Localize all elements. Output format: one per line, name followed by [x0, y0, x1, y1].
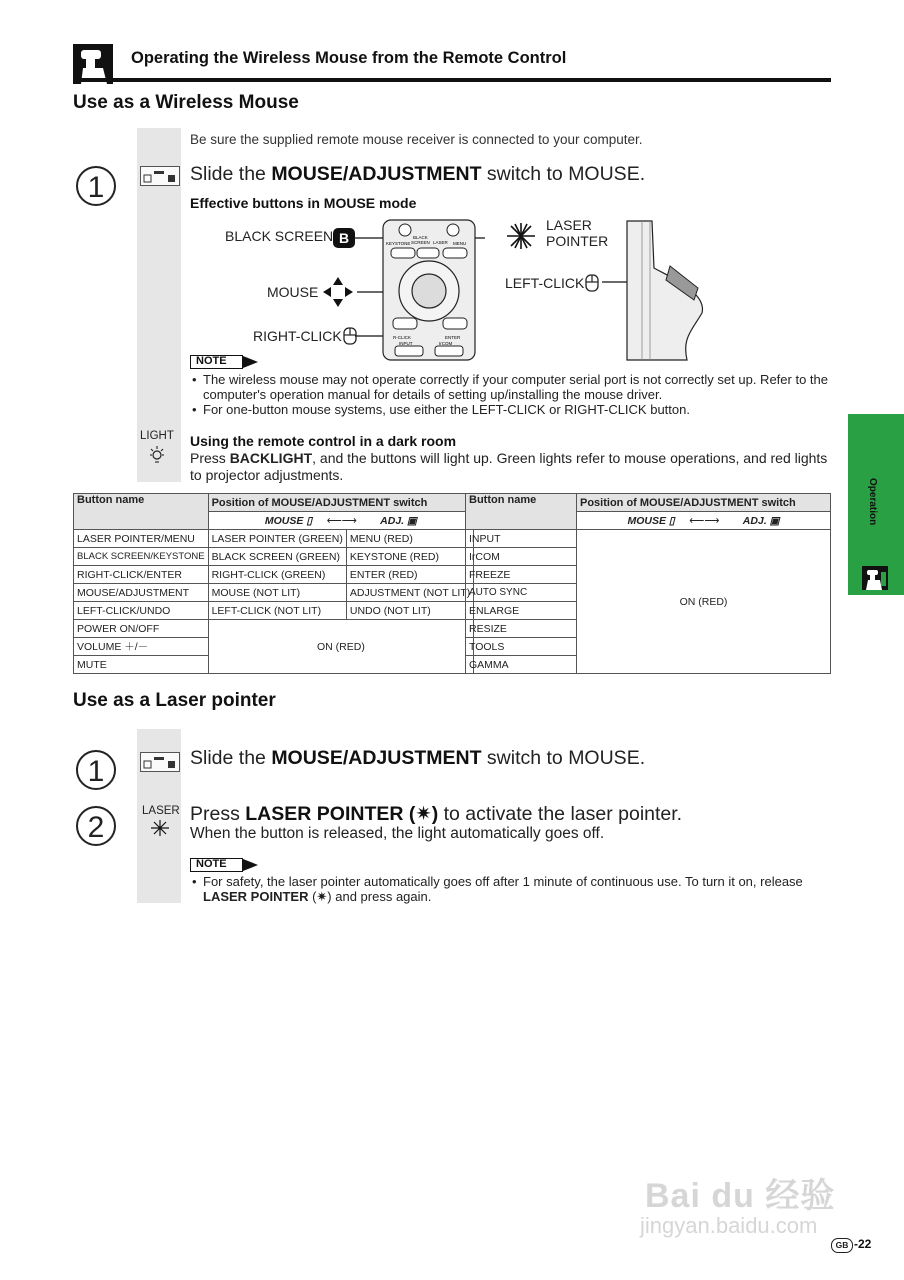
table-row: AUTO SYNC — [466, 584, 831, 602]
switch-direction-row: MOUSE ▯ ⟵⟶ ADJ. ▣ — [577, 512, 831, 530]
operation-side-tab — [848, 414, 904, 595]
effective-buttons-title: Effective buttons in MOUSE mode — [190, 195, 417, 211]
section-heading-laser-pointer: Use as a Laser pointer — [73, 690, 276, 711]
mouse-adj-switch-icon — [140, 752, 180, 772]
remote-text-rclick: R-CLICK — [393, 335, 412, 340]
dark-room-text: Press BACKLIGHT, and the buttons will light up. Green lights refer to mouse operations, and red lights to projector adjustments. — [190, 450, 828, 483]
header-rule — [73, 78, 831, 82]
remote-text-laser: LASER — [433, 240, 448, 245]
note-item: • For safety, the laser pointer automatically goes off after 1 minute of continuous use. To turn it on, release LASER POINTER (✷) and press again. — [190, 874, 810, 904]
label-mouse: MOUSE — [267, 284, 319, 300]
remote-text-screen: SCREEN — [411, 240, 430, 245]
table-row: POWER ON/OFF ON (RED) — [74, 620, 474, 638]
table-row: ENLARGE — [466, 602, 831, 620]
table-row: LEFT-CLICK/UNDO LEFT-CLICK (NOT LIT) UNDO (NOT LIT) — [74, 602, 474, 620]
side-tab-label: Operation — [867, 478, 878, 526]
laser-step-1: Slide the MOUSE/ADJUSTMENT switch to MOUSE. — [190, 747, 646, 769]
laser-label: LASER — [142, 805, 180, 817]
page-number: -22 — [854, 1237, 872, 1251]
note-item: • For one-button mouse systems, use either the LEFT-CLICK or RIGHT-CLICK button. — [190, 402, 830, 417]
table-row: GAMMA — [466, 656, 831, 674]
watermark-url: jingyan.baidu.com — [640, 1213, 818, 1238]
four-way-arrow-icon — [322, 276, 354, 313]
note-list-2 — [190, 874, 810, 904]
light-label: LIGHT — [140, 430, 174, 442]
side-tab-icon — [862, 566, 888, 595]
step-number-2: 2 — [76, 806, 116, 846]
remote-text-menu: MENU — [453, 241, 467, 246]
remote-text-keystone: KEYSTONE — [386, 241, 411, 246]
button-table-right — [465, 493, 831, 674]
note-tag: NOTE — [190, 858, 260, 877]
table-row: VOLUME ＋/－ — [74, 638, 474, 656]
col-button-name: Button name — [466, 494, 577, 530]
col-switch-position: Position of MOUSE/ADJUSTMENT switch — [577, 494, 831, 512]
label-laser-pointer: LASER POINTER — [546, 217, 609, 249]
label-right-click: RIGHT-CLICK — [253, 328, 342, 344]
remote-text-enter: ENTER — [445, 335, 461, 340]
label-black-screen: BLACK SCREEN — [225, 228, 334, 244]
remote-text-black: BLACK — [413, 235, 428, 240]
table-row: MUTE — [74, 656, 474, 674]
left-click-mouse-icon — [585, 274, 599, 297]
table-row: IrCOM — [466, 548, 831, 566]
laser-step-2: Press LASER POINTER (✷) to activate the laser pointer. — [190, 803, 683, 825]
note-tag: NOTE — [190, 355, 260, 374]
laser-step-2-sub: When the button is released, the light automatically goes off. — [190, 825, 605, 842]
dark-room-title: Using the remote control in a dark room — [190, 433, 457, 449]
section-heading-wireless-mouse: Use as a Wireless Mouse — [73, 92, 299, 113]
switch-direction-row: MOUSE ▯ ⟵⟶ ADJ. ▣ — [208, 512, 474, 530]
step-number: 1 — [76, 166, 116, 206]
region-badge: GB — [831, 1238, 853, 1253]
step-instruction: Slide the MOUSE/ADJUSTMENT switch to MOUSE. — [190, 163, 646, 185]
step-number-1: 1 — [76, 750, 116, 790]
table-row: RESIZE — [466, 620, 831, 638]
remote-text-input: INPUT — [399, 341, 413, 346]
mouse-adj-switch-icon — [140, 166, 180, 186]
table-row: LASER POINTER/MENU LASER POINTER (GREEN) MENU (RED) — [74, 530, 474, 548]
button-table-left — [73, 493, 474, 674]
table-row: TOOLS — [466, 638, 831, 656]
laser-burst-icon — [504, 221, 538, 256]
page-header-title: Operating the Wireless Mouse from the Remote Control — [131, 49, 567, 67]
remote-side-illustration — [602, 218, 712, 368]
col-switch-position: Position of MOUSE/ADJUSTMENT switch — [208, 494, 474, 512]
label-left-click: LEFT-CLICK — [505, 275, 585, 291]
table-row: MOUSE/ADJUSTMENT MOUSE (NOT LIT) ADJUSTMENT (NOT LIT) — [74, 584, 474, 602]
col-button-name: Button name — [74, 494, 209, 530]
note-list-1 — [190, 372, 830, 417]
table-row: RIGHT-CLICK/ENTER RIGHT-CLICK (GREEN) ENTER (RED) — [74, 566, 474, 584]
table-row: FREEZE — [466, 566, 831, 584]
table-row: INPUT ON (RED) — [466, 530, 831, 548]
light-bulb-icon — [148, 445, 166, 468]
table-row: BLACK SCREEN/KEYSTONE BLACK SCREEN (GREEN) KEYSTONE (RED) — [74, 548, 474, 566]
remote-text-ircom: IrCOM — [439, 341, 453, 346]
watermark-brand: Bai du 经验 — [645, 1177, 836, 1215]
remote-control-illustration — [355, 218, 485, 368]
b-badge: B — [333, 228, 355, 248]
intro-text: Be sure the supplied remote mouse receiver is connected to your computer. — [190, 132, 643, 147]
note-item: • The wireless mouse may not operate correctly if your computer serial port is not correctly set up. Refer to the computer's operation manual for details of setting up/installing the mouse driver. — [190, 372, 830, 402]
laser-burst-small-icon — [151, 820, 169, 841]
